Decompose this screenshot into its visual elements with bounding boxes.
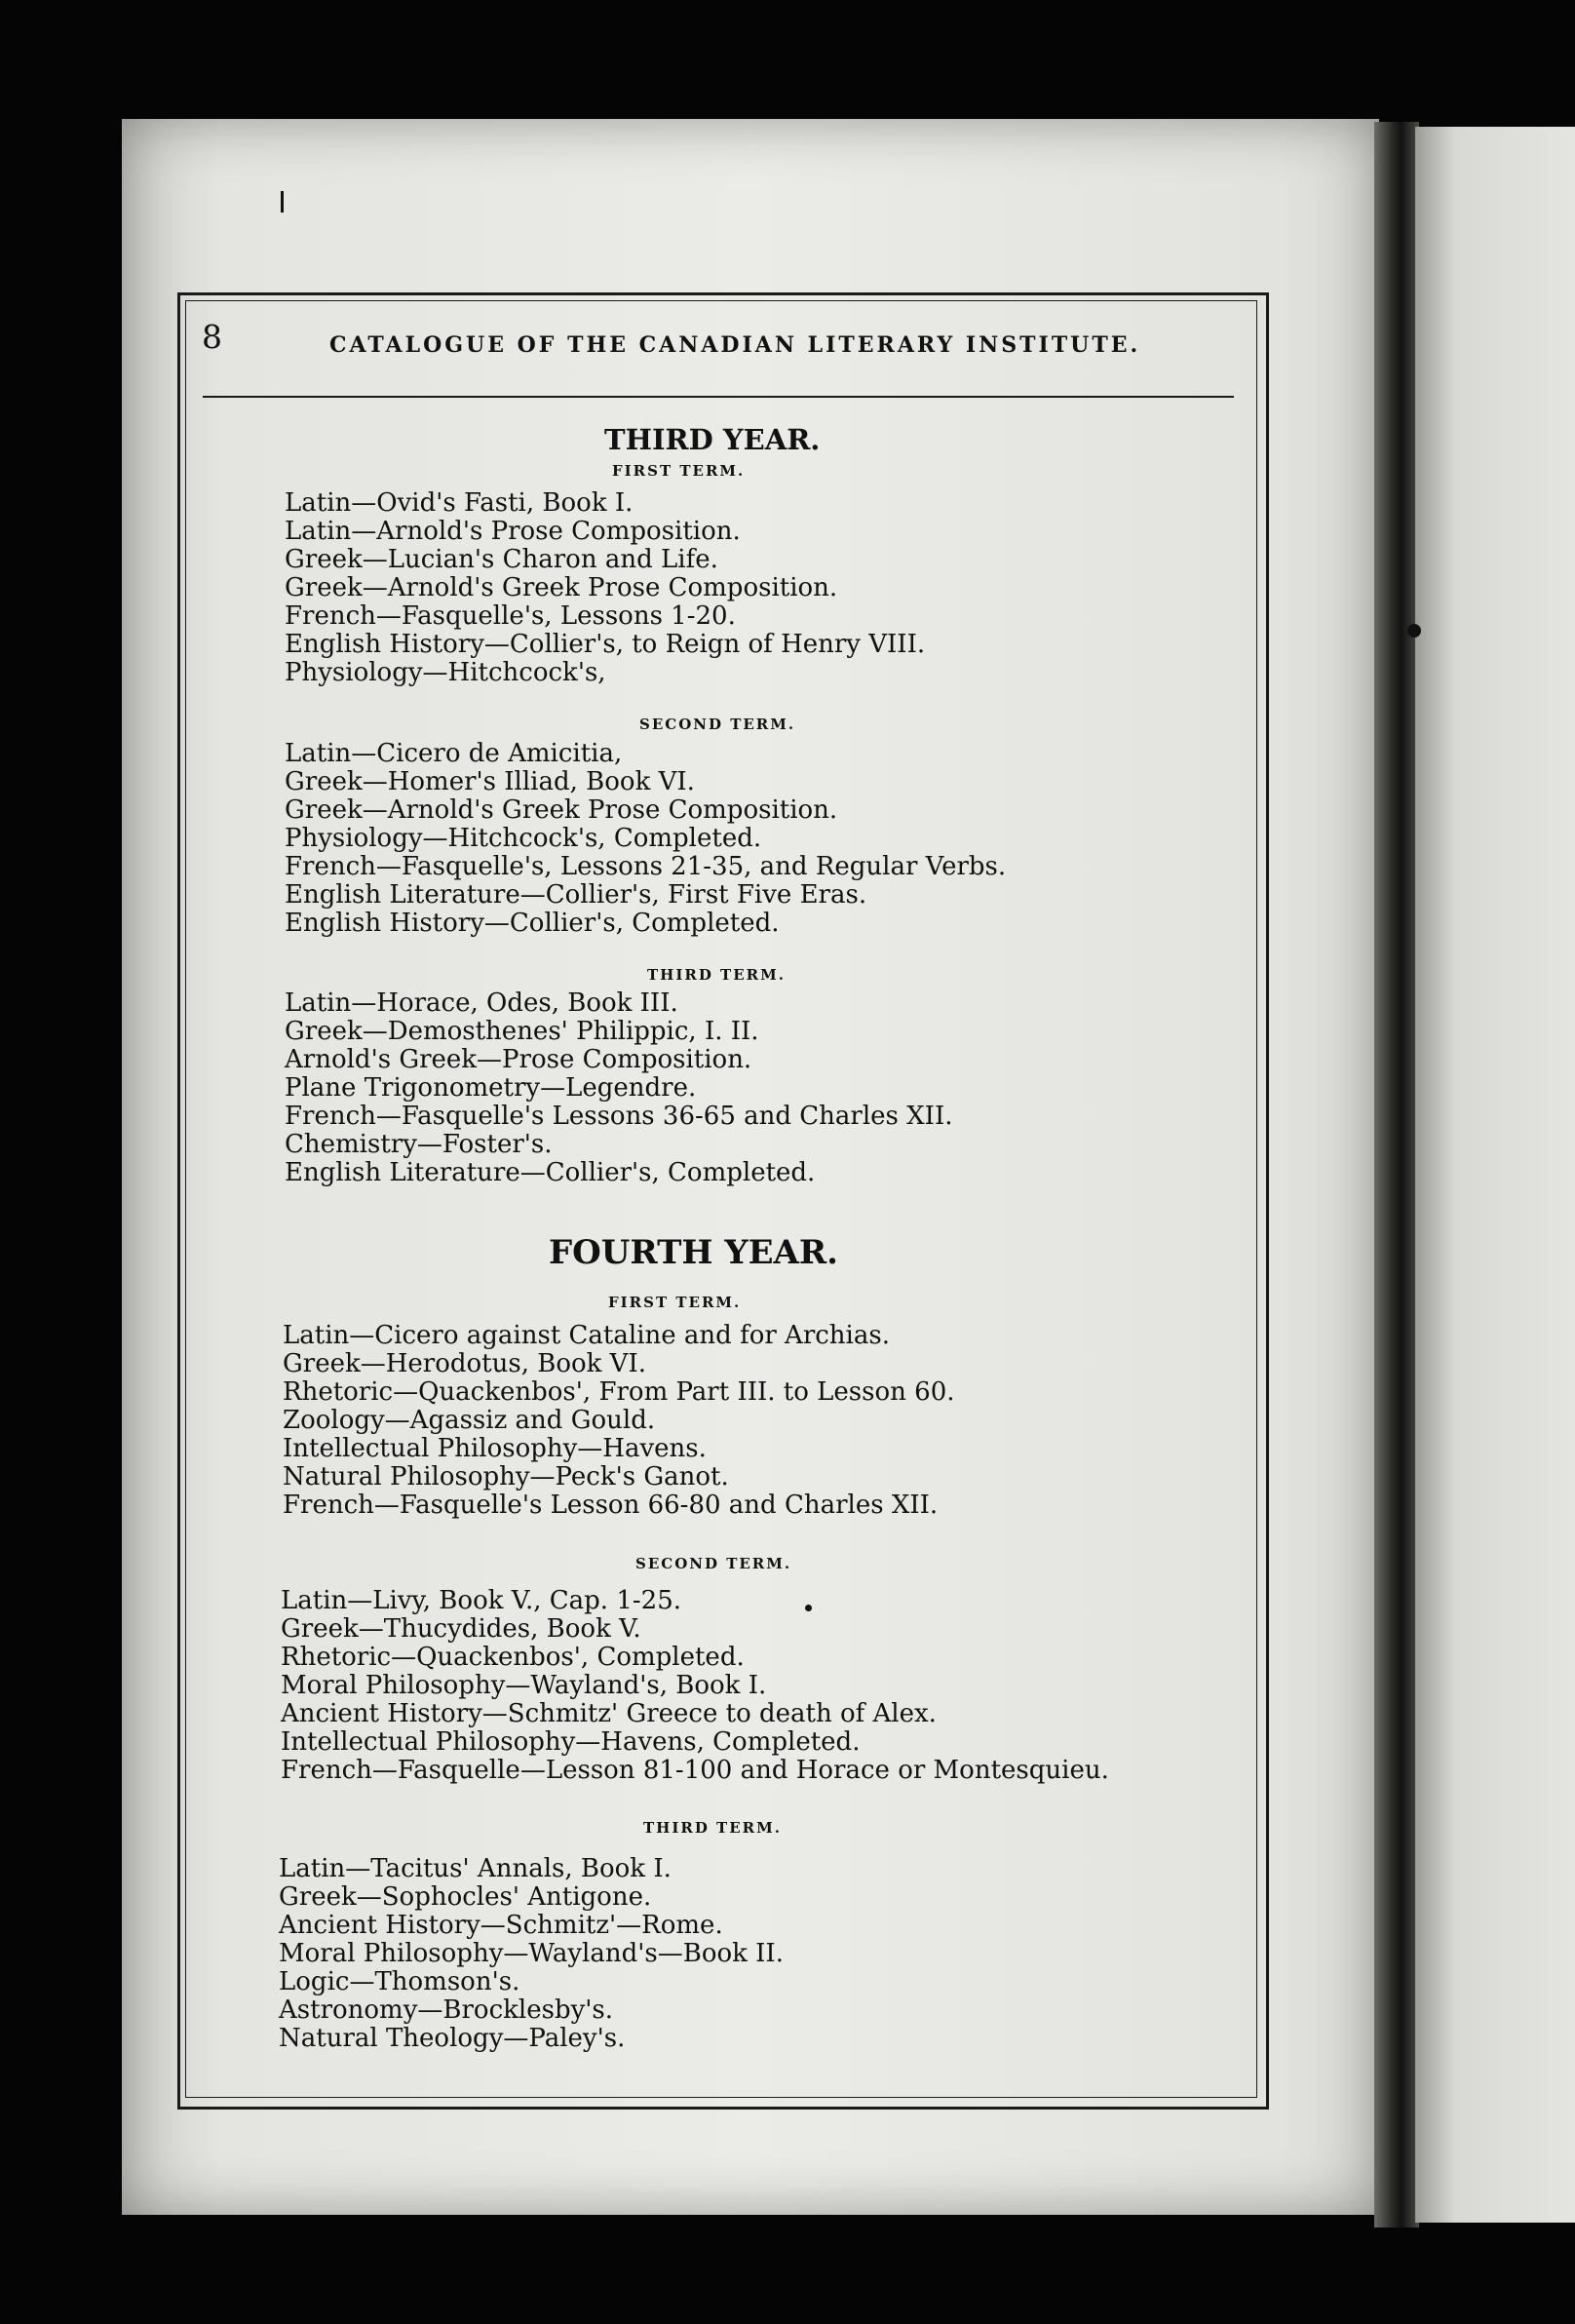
course-item: French—Fasquelle—Lesson 81-100 and Horace or Montesquieu. [281, 1756, 1109, 1785]
course-item: Moral Philosophy—Wayland's, Book I. [281, 1671, 767, 1700]
fourth-year-heading: FOURTH YEAR. [549, 1233, 838, 1272]
third-year-second-term-heading: SECOND TERM. [639, 716, 796, 733]
course-item: Natural Philosophy—Peck's Ganot. [283, 1462, 729, 1491]
third-year-first-term-heading: FIRST TERM. [612, 462, 746, 480]
fourth-year-second-term-heading: SECOND TERM. [635, 1555, 792, 1572]
course-item: English History—Collier's, to Reign of Henry VIII. [285, 630, 926, 659]
course-item: French—Fasquelle's, Lessons 1-20. [285, 601, 736, 631]
course-item: English Literature—Collier's, First Five Eras. [285, 880, 867, 910]
page-fold-shadow [1374, 122, 1419, 2227]
course-item: Greek—Arnold's Greek Prose Composition. [285, 573, 838, 602]
course-item: Moral Philosophy—Wayland's—Book II. [279, 1939, 784, 1968]
course-item: Intellectual Philosophy—Havens, Completed. [281, 1727, 861, 1757]
header-rule [203, 396, 1234, 398]
course-item: Physiology—Hitchcock's, [285, 658, 606, 687]
course-item: Logic—Thomson's. [279, 1967, 520, 1996]
scan-speck [1407, 624, 1421, 638]
course-item: Latin—Cicero de Amicitia, [285, 739, 623, 768]
third-year-third-term-heading: THIRD TERM. [647, 966, 786, 984]
page-number: 8 [202, 318, 222, 356]
course-item: Latin—Ovid's Fasti, Book I. [285, 488, 634, 518]
third-year-heading: THIRD YEAR. [604, 423, 821, 456]
course-item: Arnold's Greek—Prose Composition. [285, 1045, 752, 1074]
course-item: French—Fasquelle's Lessons 36-65 and Charles XII. [285, 1102, 953, 1131]
course-item: Intellectual Philosophy—Havens. [283, 1434, 707, 1463]
course-item: Greek—Herodotus, Book VI. [283, 1349, 646, 1378]
scan-speck [281, 191, 284, 213]
course-item: Plane Trigonometry—Legendre. [285, 1073, 697, 1103]
fourth-year-third-term-heading: THIRD TERM. [643, 1819, 782, 1837]
course-item: Greek—Lucian's Charon and Life. [285, 545, 718, 574]
course-item: Rhetoric—Quackenbos', Completed. [281, 1643, 745, 1672]
course-item: Ancient History—Schmitz' Greece to death of Alex. [281, 1699, 937, 1728]
course-item: Ancient History—Schmitz'—Rome. [279, 1911, 723, 1940]
course-item: Latin—Tacitus' Annals, Book I. [279, 1854, 672, 1883]
course-item: French—Fasquelle's, Lessons 21-35, and Regular Verbs. [285, 852, 1007, 881]
running-head: CATALOGUE OF THE CANADIAN LITERARY INSTITUTE. [329, 332, 1141, 358]
course-item: Greek—Homer's Illiad, Book VI. [285, 767, 695, 796]
course-item: Greek—Thucydides, Book V. [281, 1614, 641, 1644]
fourth-year-first-term-heading: FIRST TERM. [608, 1294, 742, 1311]
course-item: French—Fasquelle's Lesson 66-80 and Charles XII. [283, 1491, 939, 1520]
course-item: Latin—Cicero against Cataline and for Archias. [283, 1321, 890, 1350]
course-item: Chemistry—Foster's. [285, 1130, 553, 1159]
facing-page-edge [1415, 127, 1575, 2223]
course-item: English Literature—Collier's, Completed. [285, 1158, 816, 1187]
course-item: English History—Collier's, Completed. [285, 909, 780, 938]
course-item: Latin—Horace, Odes, Book III. [285, 988, 678, 1018]
course-item: Greek—Sophocles' Antigone. [279, 1882, 652, 1912]
course-item: Physiology—Hitchcock's, Completed. [285, 824, 762, 853]
course-item: Greek—Arnold's Greek Prose Composition. [285, 795, 838, 825]
course-item: Natural Theology—Paley's. [279, 2024, 626, 2053]
course-item: Latin—Arnold's Prose Composition. [285, 517, 741, 546]
course-item: Rhetoric—Quackenbos', From Part III. to Lesson 60. [283, 1377, 955, 1407]
course-item: Zoology—Agassiz and Gould. [283, 1406, 656, 1435]
course-item: Astronomy—Brocklesby's. [279, 1995, 614, 2025]
course-item: Greek—Demosthenes' Philippic, I. II. [285, 1017, 759, 1046]
course-item: Latin—Livy, Book V., Cap. 1-25. [281, 1586, 682, 1615]
